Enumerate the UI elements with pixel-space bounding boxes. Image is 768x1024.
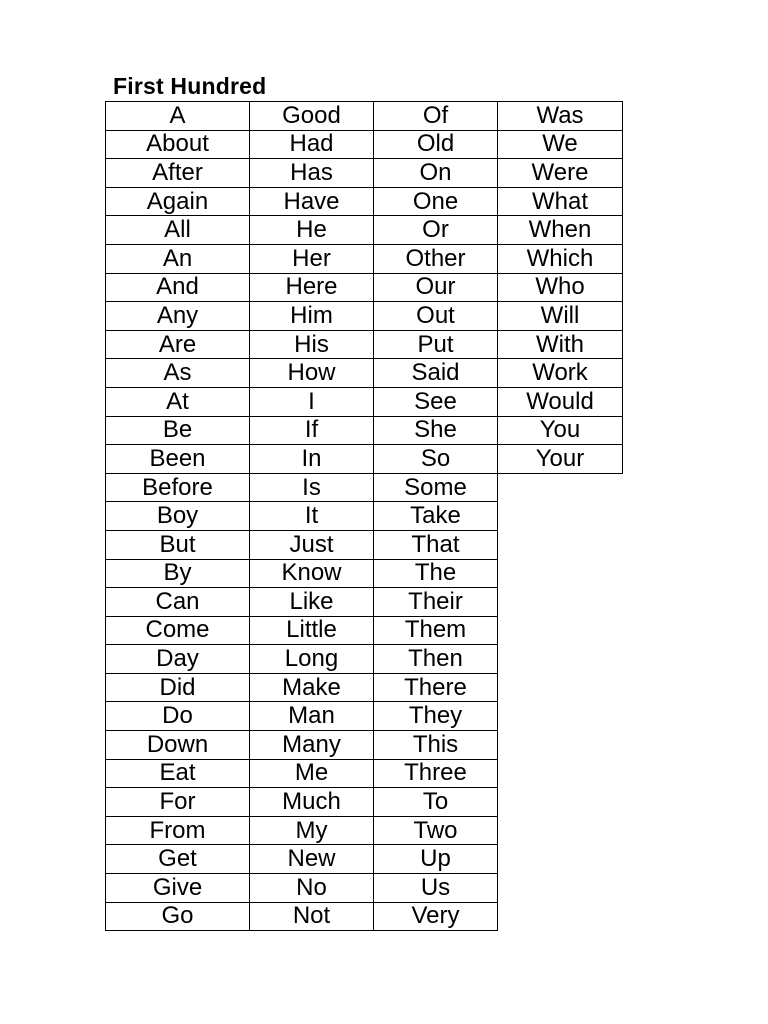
empty-cell [498, 902, 623, 931]
word-cell: How [250, 359, 374, 388]
word-cell: Can [106, 588, 250, 617]
word-cell: On [374, 159, 498, 188]
word-cell: Two [374, 816, 498, 845]
word-cell: Will [498, 302, 623, 331]
word-cell: After [106, 159, 250, 188]
word-cell: A [106, 102, 250, 131]
word-cell: Her [250, 244, 374, 273]
word-cell: Know [250, 559, 374, 588]
word-cell: Which [498, 244, 623, 273]
word-cell: In [250, 445, 374, 474]
word-cell: Their [374, 588, 498, 617]
table-row [106, 588, 623, 617]
word-cell: Out [374, 302, 498, 331]
word-cell: You [498, 416, 623, 445]
empty-cell [498, 874, 623, 903]
word-cell: Long [250, 645, 374, 674]
table-row [106, 445, 623, 474]
word-cell: No [250, 874, 374, 903]
empty-cell [498, 645, 623, 674]
word-cell: See [374, 387, 498, 416]
word-cell: Eat [106, 759, 250, 788]
empty-cell [498, 502, 623, 531]
empty-cell [498, 816, 623, 845]
word-cell: It [250, 502, 374, 531]
word-cell: Just [250, 530, 374, 559]
word-cell: Have [250, 187, 374, 216]
table-row [106, 216, 623, 245]
word-cell: Much [250, 788, 374, 817]
word-cell: Had [250, 130, 374, 159]
word-cell: Him [250, 302, 374, 331]
word-cell: Been [106, 445, 250, 474]
word-cell: Said [374, 359, 498, 388]
word-cell: The [374, 559, 498, 588]
word-cell: At [106, 387, 250, 416]
word-cell: They [374, 702, 498, 731]
word-cell: Little [250, 616, 374, 645]
word-cell: And [106, 273, 250, 302]
word-cell: Then [374, 645, 498, 674]
word-cell: What [498, 187, 623, 216]
word-cell: Is [250, 473, 374, 502]
word-cell: Go [106, 902, 250, 931]
word-cell: Here [250, 273, 374, 302]
empty-cell [498, 530, 623, 559]
word-cell: Come [106, 616, 250, 645]
table-row [106, 731, 623, 760]
word-cell: But [106, 530, 250, 559]
word-cell: Again [106, 187, 250, 216]
word-cell: Them [374, 616, 498, 645]
word-table [105, 101, 623, 931]
word-cell: Was [498, 102, 623, 131]
word-cell: One [374, 187, 498, 216]
table-row [106, 673, 623, 702]
word-cell: Take [374, 502, 498, 531]
word-cell: Three [374, 759, 498, 788]
word-cell: Or [374, 216, 498, 245]
table-row [106, 159, 623, 188]
empty-cell [498, 731, 623, 760]
word-cell: An [106, 244, 250, 273]
word-cell: About [106, 130, 250, 159]
word-cell: He [250, 216, 374, 245]
table-row [106, 330, 623, 359]
word-cell: All [106, 216, 250, 245]
word-cell: Are [106, 330, 250, 359]
word-cell: With [498, 330, 623, 359]
word-cell: I [250, 387, 374, 416]
word-cell: To [374, 788, 498, 817]
table-row [106, 645, 623, 674]
table-row [106, 244, 623, 273]
word-cell: Very [374, 902, 498, 931]
word-cell: Give [106, 874, 250, 903]
word-cell: This [374, 731, 498, 760]
empty-cell [498, 759, 623, 788]
word-cell: Work [498, 359, 623, 388]
table-row [106, 187, 623, 216]
table-row [106, 416, 623, 445]
word-cell: Any [106, 302, 250, 331]
word-cell: That [374, 530, 498, 559]
table-row [106, 130, 623, 159]
word-cell: Down [106, 731, 250, 760]
empty-cell [498, 616, 623, 645]
word-cell: Day [106, 645, 250, 674]
word-cell: Your [498, 445, 623, 474]
word-cell: Has [250, 159, 374, 188]
table-row [106, 102, 623, 131]
word-cell: Many [250, 731, 374, 760]
word-cell: Me [250, 759, 374, 788]
table-row [106, 473, 623, 502]
table-row [106, 359, 623, 388]
word-cell: Us [374, 874, 498, 903]
word-cell: Like [250, 588, 374, 617]
word-cell: Do [106, 702, 250, 731]
word-cell: For [106, 788, 250, 817]
word-cell: Did [106, 673, 250, 702]
word-cell: From [106, 816, 250, 845]
table-row [106, 502, 623, 531]
word-cell: His [250, 330, 374, 359]
empty-cell [498, 673, 623, 702]
word-cell: Old [374, 130, 498, 159]
word-cell: Our [374, 273, 498, 302]
empty-cell [498, 559, 623, 588]
empty-cell [498, 845, 623, 874]
word-cell: There [374, 673, 498, 702]
word-table-body [106, 102, 623, 931]
word-cell: As [106, 359, 250, 388]
word-cell: Make [250, 673, 374, 702]
table-row [106, 845, 623, 874]
word-cell: We [498, 130, 623, 159]
word-cell: Of [374, 102, 498, 131]
word-cell: She [374, 416, 498, 445]
word-cell: Man [250, 702, 374, 731]
table-row [106, 902, 623, 931]
word-cell: So [374, 445, 498, 474]
table-row [106, 874, 623, 903]
word-cell: Before [106, 473, 250, 502]
word-cell: Who [498, 273, 623, 302]
word-cell: Other [374, 244, 498, 273]
word-cell: Get [106, 845, 250, 874]
word-cell: Be [106, 416, 250, 445]
table-row [106, 759, 623, 788]
table-row [106, 530, 623, 559]
table-row [106, 302, 623, 331]
word-cell: When [498, 216, 623, 245]
table-row [106, 273, 623, 302]
word-cell: Put [374, 330, 498, 359]
word-cell: My [250, 816, 374, 845]
word-cell: Not [250, 902, 374, 931]
empty-cell [498, 473, 623, 502]
word-cell: Were [498, 159, 623, 188]
empty-cell [498, 588, 623, 617]
page-title: First Hundred [113, 73, 267, 99]
word-cell: Some [374, 473, 498, 502]
word-cell: Up [374, 845, 498, 874]
table-row [106, 387, 623, 416]
word-cell: Good [250, 102, 374, 131]
table-row [106, 816, 623, 845]
table-row [106, 788, 623, 817]
word-cell: Would [498, 387, 623, 416]
word-cell: Boy [106, 502, 250, 531]
table-row [106, 559, 623, 588]
word-cell: New [250, 845, 374, 874]
empty-cell [498, 702, 623, 731]
word-cell: By [106, 559, 250, 588]
table-row [106, 702, 623, 731]
empty-cell [498, 788, 623, 817]
word-cell: If [250, 416, 374, 445]
table-row [106, 616, 623, 645]
